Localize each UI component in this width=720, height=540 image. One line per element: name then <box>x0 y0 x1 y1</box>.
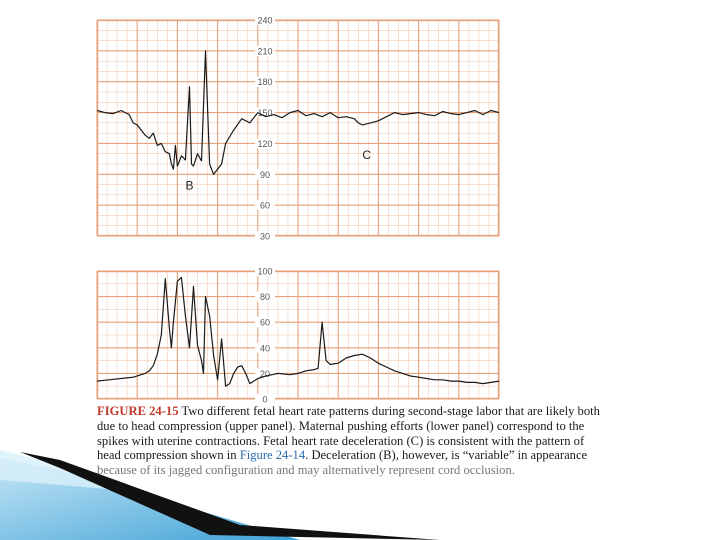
y-tick-label: 60 <box>259 200 271 211</box>
caption-line-5: because of its jagged configuration and may alternatively represent cord occlusion. <box>97 463 515 478</box>
caption-text-4a: head compression shown in <box>97 448 240 463</box>
decorative-swoosh <box>0 440 440 540</box>
y-tick-label: 210 <box>257 46 273 57</box>
y-tick-label: 0 <box>262 394 268 405</box>
y-tick-label: 150 <box>257 108 273 119</box>
fetal-heart-rate-chart <box>97 15 499 242</box>
y-tick-label: 60 <box>259 317 271 328</box>
caption-line-1 <box>97 404 642 419</box>
y-tick-label: 180 <box>257 77 273 88</box>
y-tick-label: 40 <box>259 343 271 354</box>
y-tick-label: 120 <box>257 138 273 149</box>
annotation-label: B <box>185 178 194 193</box>
y-tick-label: 90 <box>259 169 271 180</box>
y-tick-label: 100 <box>257 266 273 277</box>
uterine-contraction-chart <box>97 266 499 405</box>
caption-text-1: Two different fetal heart rate patterns during second-stage labor that are likely both <box>181 404 600 418</box>
y-tick-label: 240 <box>257 15 273 26</box>
y-tick-label: 30 <box>259 231 271 242</box>
caption-line-3: spikes with uterine contractions. Fetal heart rate deceleration (C) is consistent with the pattern of <box>97 433 585 448</box>
annotation-label: C <box>362 147 371 162</box>
figure-label: FIGURE 24-15 <box>97 404 179 418</box>
y-tick-label: 80 <box>259 292 271 303</box>
y-tick-label: 20 <box>259 368 271 379</box>
caption-line-2: due to head compression (upper panel). Maternal pushing efforts (lower panel) correspond to the <box>97 418 585 433</box>
figure-reference-link[interactable]: Figure 24-14 <box>239 448 306 463</box>
caption-text-4b: . Deceleration (B), however, is “variable” in appearance <box>305 448 588 463</box>
